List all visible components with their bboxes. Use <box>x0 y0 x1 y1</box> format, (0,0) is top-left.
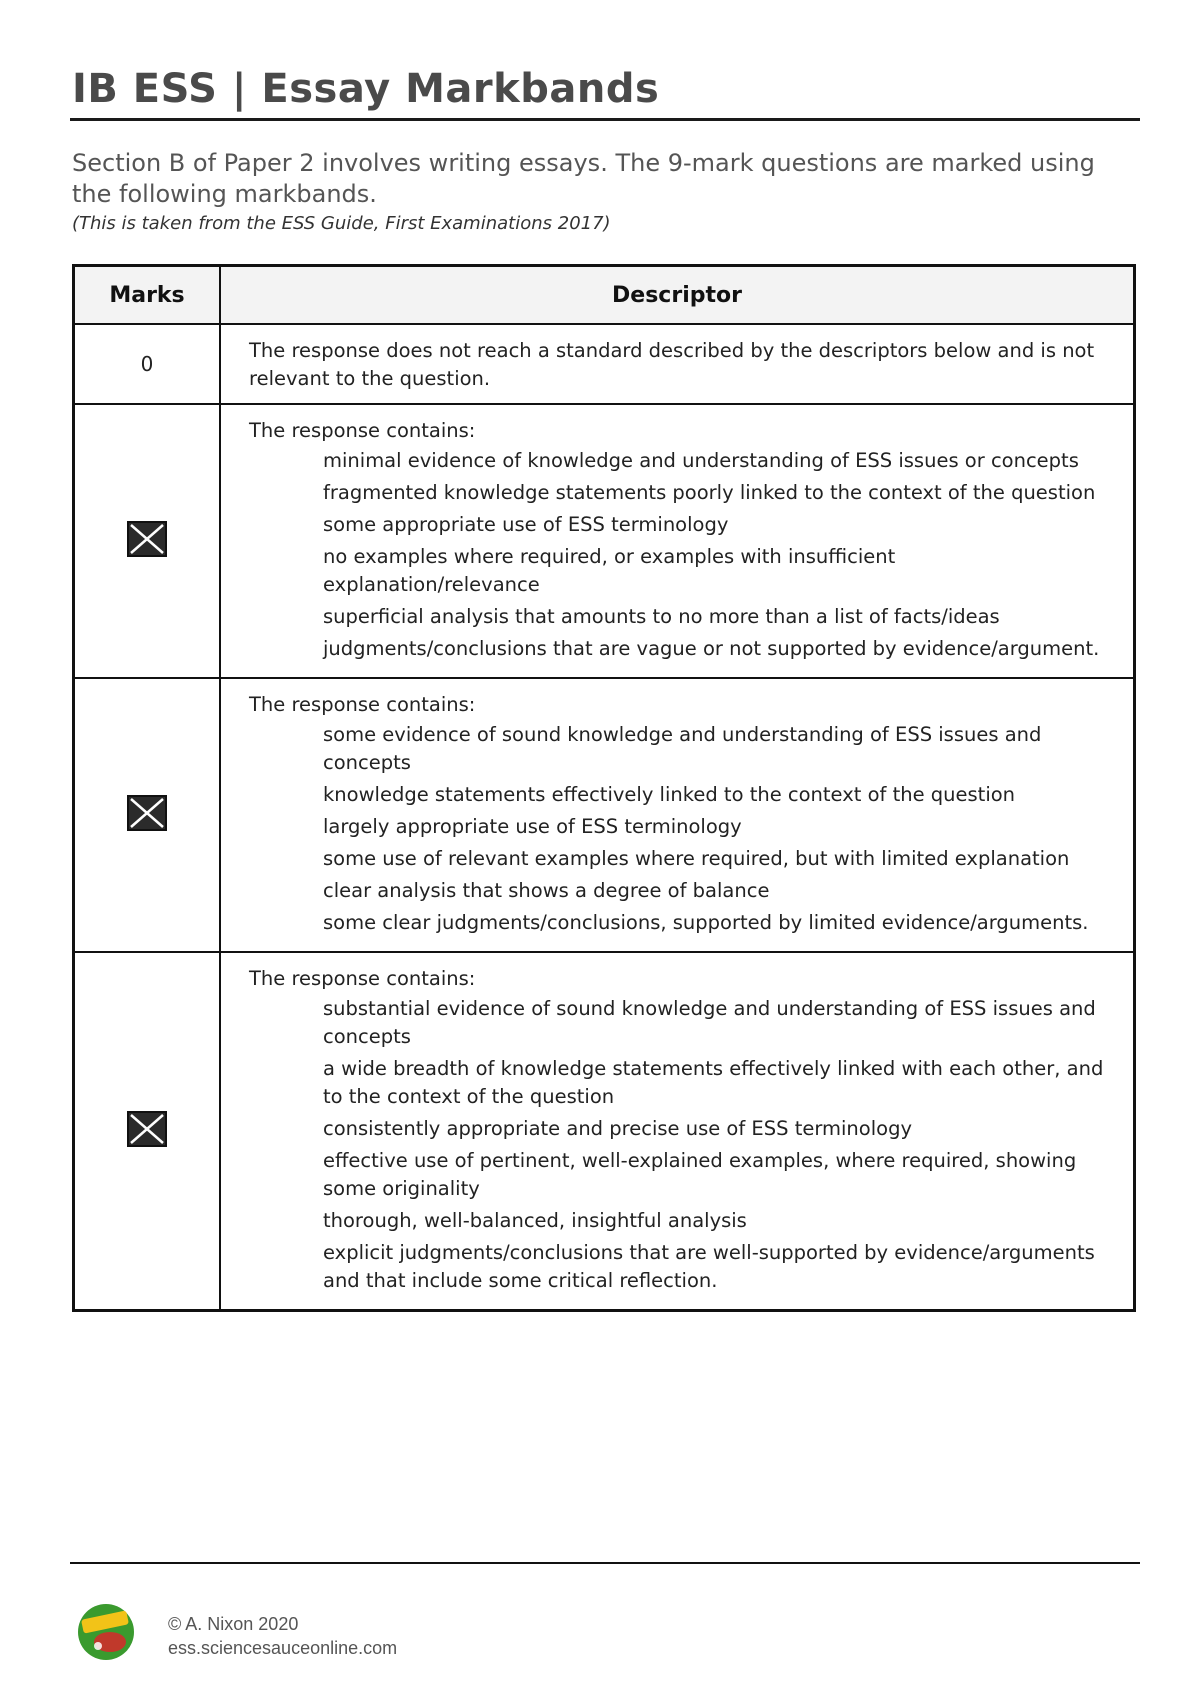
criteria-item: minimal evidence of knowledge and understanding of ESS issues or concepts <box>323 449 1079 472</box>
descriptor-cell <box>220 404 1135 678</box>
mark-value: 0 <box>140 352 154 376</box>
science-sauce-logo <box>76 1602 136 1662</box>
criteria-item: a wide breadth of knowledge statements effectively linked with each other, and to the context of the question <box>323 1057 1104 1108</box>
marks-cell <box>74 404 221 678</box>
criteria-item: fragmented knowledge statements poorly linked to the context of the question <box>323 481 1096 504</box>
criteria-item: clear analysis that shows a degree of balance <box>323 879 770 902</box>
criteria-item: thorough, well-balanced, insightful analysis <box>323 1209 747 1232</box>
criteria-item: some clear judgments/conclusions, supported by limited evidence/arguments. <box>323 911 1089 934</box>
source-note: (This is taken from the ESS Guide, First Examinations 2017) <box>72 213 611 234</box>
criteria-item: substantial evidence of sound knowledge and understanding of ESS issues and concepts <box>323 997 1096 1048</box>
descriptor-cell <box>220 952 1135 1311</box>
marks-column-header: Marks <box>74 266 221 325</box>
criteria-item: some use of relevant examples where required, but with limited explanation <box>323 847 1070 870</box>
page-title: IB ESS | Essay Markbands <box>72 66 660 112</box>
criteria-list <box>249 721 1105 937</box>
criteria-list <box>249 447 1105 663</box>
marks-cell <box>74 678 221 952</box>
descriptor-column-header: Descriptor <box>220 266 1135 325</box>
copyright-text: © A. Nixon 2020 <box>168 1614 299 1634</box>
criteria-item: consistently appropriate and precise use of ESS terminology <box>323 1117 912 1140</box>
descriptor-intro: The response contains: <box>249 693 476 716</box>
markband-row-3 <box>74 952 1135 1311</box>
criteria-list <box>249 995 1105 1295</box>
criteria-item: knowledge statements effectively linked to the context of the question <box>323 783 1016 806</box>
markbands-table <box>72 264 1136 1312</box>
crossed-box-icon <box>127 1111 167 1147</box>
descriptor-cell <box>220 678 1135 952</box>
criteria-item: explicit judgments/conclusions that are well-supported by evidence/arguments and that include some critical reflection. <box>323 1241 1095 1292</box>
markband-row-0 <box>74 324 1135 404</box>
criteria-item: effective use of pertinent, well-explained examples, where required, showing some originality <box>323 1149 1077 1200</box>
marks-cell <box>74 952 221 1311</box>
intro-text: Section B of Paper 2 involves writing essays. The 9-mark questions are marked using the following markbands. <box>72 149 1095 208</box>
descriptor-intro: The response contains: <box>249 967 476 990</box>
marks-cell <box>74 324 221 404</box>
website-link[interactable]: ess.sciencesauceonline.com <box>168 1638 398 1658</box>
crossed-box-icon <box>127 521 167 557</box>
title-divider <box>70 118 1140 121</box>
criteria-item: no examples where required, or examples with insufficient explanation/relevance <box>323 545 896 596</box>
footer-divider <box>70 1562 1140 1564</box>
criteria-item: largely appropriate use of ESS terminology <box>323 815 742 838</box>
descriptor-intro: The response contains: <box>249 419 476 442</box>
criteria-item: judgments/conclusions that are vague or not supported by evidence/argument. <box>323 637 1100 660</box>
criteria-item: some appropriate use of ESS terminology <box>323 513 729 536</box>
criteria-item: some evidence of sound knowledge and understanding of ESS issues and concepts <box>323 723 1042 774</box>
footer-credits <box>168 1612 397 1660</box>
criteria-item: superficial analysis that amounts to no more than a list of facts/ideas <box>323 605 1000 628</box>
markband-row-2 <box>74 678 1135 952</box>
descriptor-cell: The response does not reach a standard described by the descriptors below and is not relevant to the question. <box>220 324 1135 404</box>
crossed-box-icon <box>127 795 167 831</box>
table-header-row <box>74 266 1135 325</box>
markband-row-1 <box>74 404 1135 678</box>
